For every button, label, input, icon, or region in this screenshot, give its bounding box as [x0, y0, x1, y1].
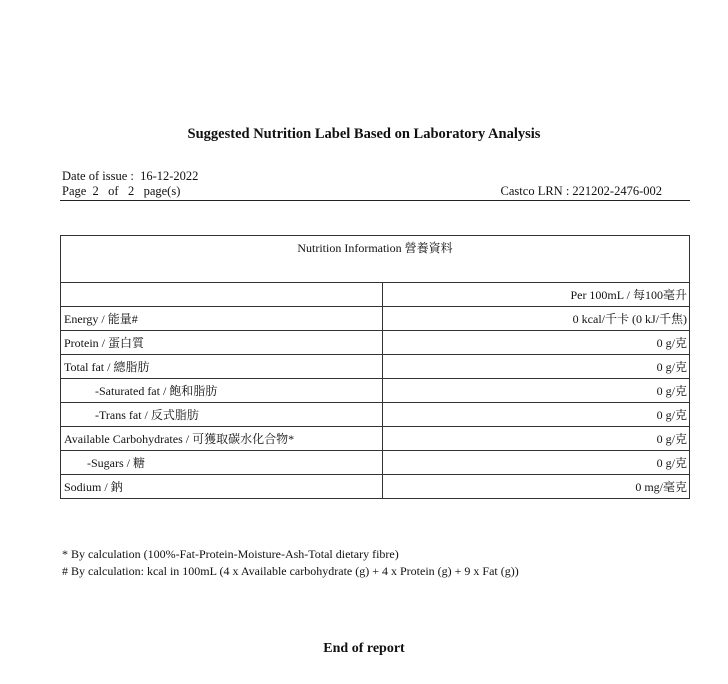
- nutrient-name: Available Carbohydrates / 可獲取碳水化合物*: [61, 427, 383, 451]
- table-row: [61, 403, 690, 427]
- nutrient-name: -Trans fat / 反式脂肪: [61, 403, 383, 427]
- table-row: [61, 307, 690, 331]
- header-rule: [60, 200, 690, 201]
- table-heading-row: [61, 236, 690, 283]
- issue-meta: [62, 169, 198, 199]
- nutrient-name: Protein / 蛋白質: [61, 331, 383, 355]
- nutrient-value: 0 kcal/千卡 (0 kJ/千焦): [383, 307, 690, 331]
- table-row: [61, 355, 690, 379]
- table-row: [61, 451, 690, 475]
- per-unit-row: [61, 283, 690, 307]
- nutrient-name: Sodium / 鈉: [61, 475, 383, 499]
- page-count: Page 2 of 2 page(s): [62, 184, 181, 198]
- table-row: [61, 427, 690, 451]
- date-label: Date of issue :: [62, 169, 134, 183]
- nutrient-name: Energy / 能量#: [61, 307, 383, 331]
- nutrition-table: [60, 235, 690, 499]
- table-row: [61, 379, 690, 403]
- nutrient-value: 0 g/克: [383, 427, 690, 451]
- nutrient-name: Total fat / 總脂肪: [61, 355, 383, 379]
- nutrient-value: 0 mg/毫克: [383, 475, 690, 499]
- nutrient-name: -Saturated fat / 飽和脂肪: [61, 379, 383, 403]
- footnote-carbohydrate: * By calculation (100%-Fat-Protein-Moisture-Ash-Total dietary fibre): [62, 547, 399, 561]
- table-row: [61, 475, 690, 499]
- end-of-report: End of report: [323, 641, 405, 656]
- per-unit-label: Per 100mL / 每100毫升: [383, 283, 690, 307]
- document-title: Suggested Nutrition Label Based on Laboratory Analysis: [187, 126, 541, 142]
- footnotes: [62, 546, 519, 580]
- nutrient-value: 0 g/克: [383, 355, 690, 379]
- table-row: [61, 331, 690, 355]
- nutrient-value: 0 g/克: [383, 403, 690, 427]
- table-heading: Nutrition Information 營養資料: [61, 236, 690, 283]
- date-value: 16-12-2022: [140, 169, 199, 183]
- nutrient-name: -Sugars / 糖: [61, 451, 383, 475]
- castco-lrn: Castco LRN : 221202-2476-002: [500, 184, 662, 198]
- nutrient-value: 0 g/克: [383, 379, 690, 403]
- nutrient-value: 0 g/克: [383, 331, 690, 355]
- nutrient-value: 0 g/克: [383, 451, 690, 475]
- per-unit-empty-cell: [61, 283, 383, 307]
- footnote-energy: # By calculation: kcal in 100mL (4 x Available carbohydrate (g) + 4 x Protein (g) + 9 x Fat (g)): [62, 564, 519, 578]
- date-of-issue: [62, 169, 198, 184]
